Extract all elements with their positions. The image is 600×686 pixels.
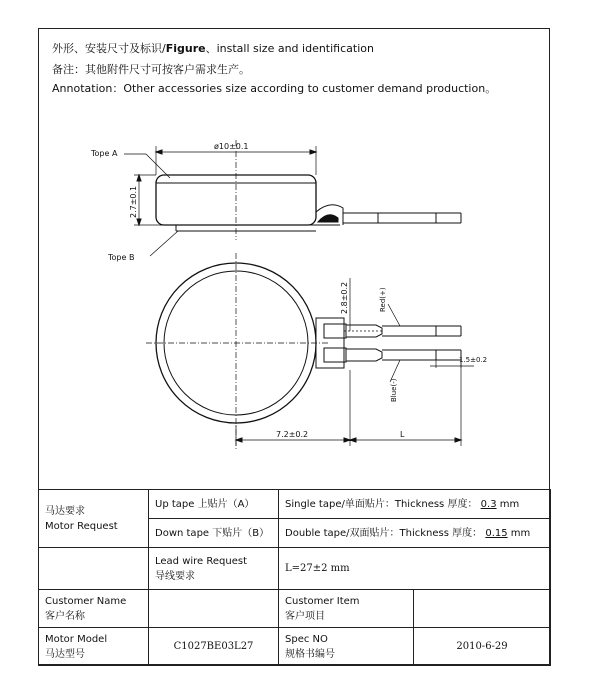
- double-tape-cn: 双面贴片: [349, 527, 390, 539]
- tape-a-label: Tope A: [91, 149, 118, 158]
- table-row: [39, 628, 551, 666]
- customer-name-cn: 客户名称: [45, 610, 85, 622]
- figure-title-bold: Figure: [165, 42, 206, 55]
- strip-label: 1.5±0.2: [459, 356, 488, 364]
- single-tape-en: Single tape/: [285, 498, 345, 510]
- single-tape-cell: [279, 490, 551, 519]
- tape-b-leader: [150, 231, 178, 256]
- down-tape-en: Down tape: [155, 527, 210, 539]
- customer-name-value: [149, 590, 279, 628]
- double-thickness-unit: mm: [510, 527, 531, 539]
- side-view: [124, 140, 461, 256]
- lead-wire-cell: [149, 548, 279, 590]
- down-tape-cell: [149, 519, 279, 548]
- figure-title-cn: 外形、安装尺寸及标识/: [52, 42, 166, 55]
- empty-cell: [39, 548, 149, 590]
- offset-label: 7.2±0.2: [276, 430, 309, 439]
- blue-label: Blue(-): [390, 378, 398, 402]
- table-row: [39, 490, 551, 519]
- up-tape-en: Up tape: [155, 498, 195, 510]
- double-thickness-en: ：Thickness: [389, 527, 449, 539]
- single-thickness-value: 0.3: [480, 498, 497, 510]
- spec-no-en: Spec NO: [285, 633, 328, 645]
- single-thickness-unit: mm: [499, 498, 520, 510]
- double-thickness-cn: 厚度：: [452, 527, 483, 539]
- up-tape-cn: 上贴片（A）: [197, 498, 255, 510]
- double-tape-en: Double tape/: [285, 527, 350, 539]
- terminal-base: [316, 318, 344, 368]
- customer-item-en: Customer Item: [285, 595, 360, 607]
- tape-b-label: Tope B: [108, 253, 135, 262]
- spec-no-cn: 规格书编号: [285, 648, 335, 660]
- table-row: [39, 590, 551, 628]
- double-tape-cell: [279, 519, 551, 548]
- customer-name-cell: [39, 590, 149, 628]
- motor-request-cell: [39, 490, 149, 548]
- lead-wire-en: Lead wire Request: [155, 555, 248, 567]
- blue-lead-clip: [346, 349, 382, 361]
- customer-item-value: [414, 590, 551, 628]
- customer-name-en: Customer Name: [45, 595, 127, 607]
- terminal-pad-red: [324, 324, 346, 338]
- header-line-figure: [52, 40, 374, 56]
- double-thickness-value: 0.15: [485, 527, 508, 539]
- table-row: [39, 548, 551, 590]
- length-label: L: [400, 430, 405, 439]
- spec-date: 2010-6-29: [414, 628, 551, 666]
- annotation-en: Annotation：Other accessories size according to customer demand production。: [52, 82, 497, 95]
- motor-model-value: C1027BE03L27: [149, 628, 279, 666]
- red-label: Red(+): [379, 287, 387, 312]
- up-tape-cell: [149, 490, 279, 519]
- lead-wire-value: L=27±2 mm: [279, 548, 551, 590]
- motor-model-cell: [39, 628, 149, 666]
- solder-blob: [318, 215, 338, 222]
- single-tape-cn: 单面贴片: [344, 498, 385, 510]
- single-thickness-en: ：Thickness: [384, 498, 445, 510]
- tape-a-leader: [146, 154, 170, 178]
- diameter-label: ø10±0.1: [214, 142, 249, 151]
- motor-model-en: Motor Model: [45, 633, 108, 645]
- lead-wire-cn: 导线要求: [155, 570, 195, 582]
- motor-request-cn: 马达要求: [45, 505, 85, 517]
- spec-no-cell: [279, 628, 414, 666]
- red-leader: [388, 304, 400, 326]
- single-thickness-cn: 厚度：: [447, 498, 478, 510]
- height-label: 2.7±0.1: [129, 185, 138, 218]
- motor-drawing: [38, 100, 550, 485]
- figure-title-en: 、install size and identification: [205, 42, 374, 55]
- note-cn: 备注：其他附件尺寸可按客户需求生产。: [52, 63, 250, 76]
- motor-model-cn: 马达型号: [45, 648, 85, 660]
- down-tape-cn: 下贴片（B）: [212, 527, 270, 539]
- terminal-pad-blue: [324, 348, 346, 362]
- lead-spacing-label: 2.8±0.2: [340, 281, 349, 314]
- customer-item-cell: [279, 590, 414, 628]
- spec-table: [38, 489, 551, 666]
- motor-request-en: Motor Request: [45, 520, 118, 532]
- top-view: [146, 253, 474, 450]
- customer-item-cn: 客户项目: [285, 610, 325, 622]
